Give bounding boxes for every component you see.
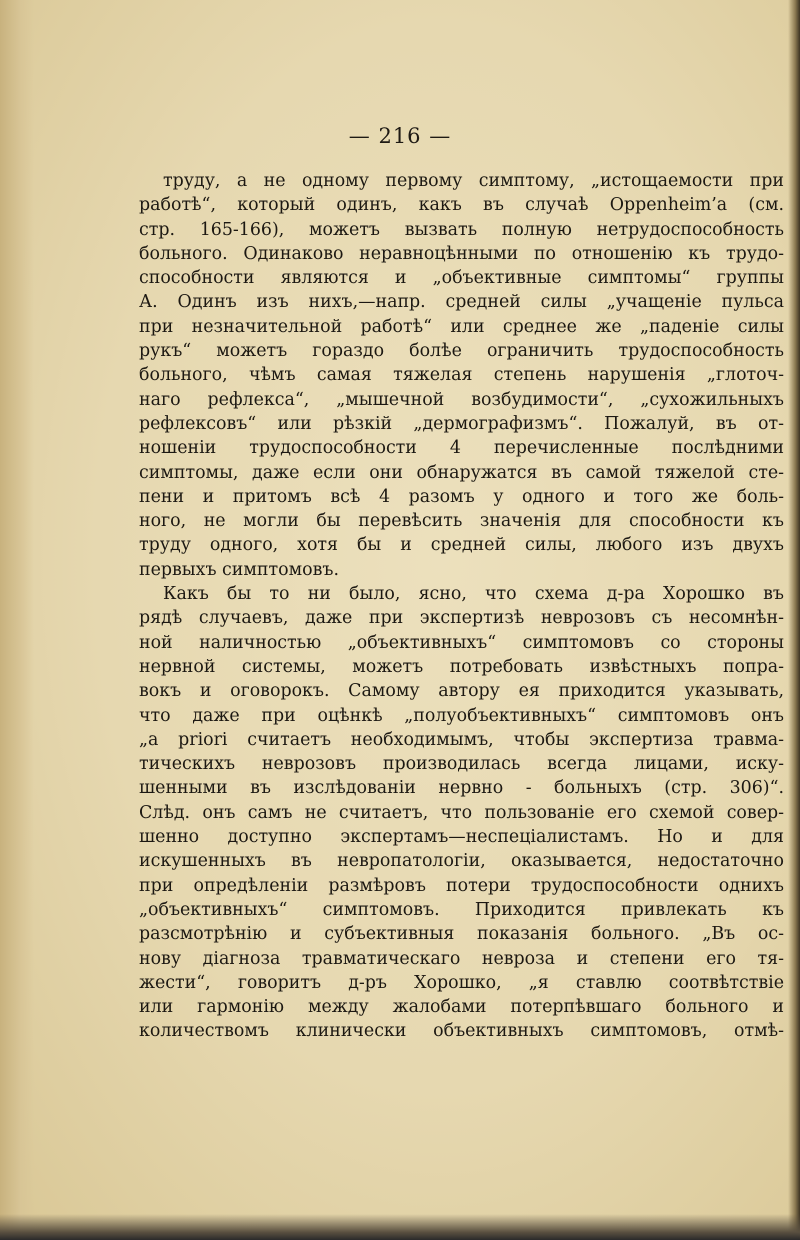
- text-line: наго рефлекса“, „мышечной возбудимости“, „сухожильныхъ: [139, 389, 784, 410]
- text-line: разсмотрѣнію и субъективныя показанія больного. „Въ ос-: [139, 924, 784, 945]
- text-line: труду, а не одному первому симптому, „истощаемости при: [163, 171, 784, 191]
- text-line: Слѣд. онъ самъ не считаетъ, что пользованіе его схемой совер-: [139, 802, 784, 823]
- text-line: первыхъ симптомовъ.: [139, 559, 339, 580]
- text-line: симптомы, даже если они обнаружатся въ самой тяжелой сте-: [139, 462, 784, 483]
- text-line: нову діагноза травматическаго невроза и степени его тя-: [139, 948, 784, 969]
- page-edge-right: [788, 0, 800, 1240]
- text-line: рукъ“ можетъ гораздо болѣе ограничить трудоспособность: [139, 341, 784, 362]
- text-line: что даже при оцѣнкѣ „полуобъективныхъ“ симптомовъ онъ: [139, 705, 784, 726]
- text-line: шенными въ изслѣдованіи нервно - больныхъ (стр. 306)“.: [139, 778, 784, 799]
- paragraph-1: [139, 169, 784, 582]
- text-line: способности являются и „объективные симптомы“ группы: [139, 268, 784, 289]
- text-line: рефлексовъ“ или рѣзкій „дермографизмъ“. Пожалуй, въ от-: [139, 413, 784, 434]
- text-line: пени и притомъ всѣ 4 разомъ у одного и того же боль-: [139, 486, 784, 507]
- text-line: ной наличностью „объективныхъ“ симптомовъ со стороны: [139, 632, 784, 653]
- text-line: ношеніи трудоспособности 4 перечисленные послѣдними: [139, 438, 784, 459]
- text-line: больного, чѣмъ самая тяжелая степень нарушенія „глоточ-: [139, 365, 784, 386]
- paragraph-2: [139, 582, 784, 1044]
- page-number: — 216 —: [348, 124, 452, 148]
- text-line: или гармонію между жалобами потерпѣвшаго больного и: [139, 997, 784, 1018]
- page-edge-bottom: [0, 1214, 800, 1240]
- text-line: рядѣ случаевъ, даже при экспертизѣ неврозовъ съ несомнѣн-: [139, 608, 784, 629]
- text-line: при опредѣленіи размѣровъ потери трудоспособности однихъ: [139, 875, 784, 896]
- text-line: жести“, говоритъ д-ръ Хорошко, „я ставлю соотвѣтствіе: [139, 972, 784, 993]
- text-line: Какъ бы то ни было, ясно, что схема д-ра Хорошко въ: [163, 584, 784, 605]
- text-line: при незначительной работѣ“ или среднее же „паденіе силы: [139, 316, 784, 337]
- text-line: больного. Одинаково неравноцѣнными по отношенію къ трудо-: [139, 243, 784, 264]
- text-line: ного, не могли бы перевѣсить значенія для способности къ: [139, 511, 784, 532]
- text-line: А. Одинъ изъ нихъ,—напр. средней силы „учащеніе пульса: [139, 292, 784, 313]
- text-line: „a priori считаетъ необходимымъ, чтобы экспертиза травма-: [139, 729, 784, 750]
- text-line: количествомъ клинически объективныхъ симптомовъ, отмѣ-: [139, 1021, 784, 1042]
- text-line: нервной системы, можетъ потребовать извѣстныхъ попра-: [139, 656, 784, 677]
- text-line: стр. 165-166), можетъ вызвать полную нетрудоспособность: [139, 219, 784, 240]
- text-line: работѣ“, который одинъ, какъ въ случаѣ Oppenheim’а (см.: [139, 195, 784, 216]
- text-line: „объективныхъ“ симптомовъ. Приходится привлекать къ: [139, 899, 784, 920]
- text-line: искушенныхъ въ невропатологіи, оказывается, недостаточно: [139, 851, 784, 872]
- body-text: [139, 169, 784, 1044]
- text-line: шенно доступно экспертамъ—неспеціалистамъ. Но и для: [139, 827, 784, 848]
- text-line: труду одного, хотя бы и средней силы, любого изъ двухъ: [139, 535, 784, 556]
- text-line: тическихъ неврозовъ производилась всегда лицами, иску-: [139, 754, 784, 775]
- page-gutter: [0, 0, 34, 1240]
- text-line: вокъ и оговорокъ. Самому автору ея приходится указывать,: [139, 681, 784, 702]
